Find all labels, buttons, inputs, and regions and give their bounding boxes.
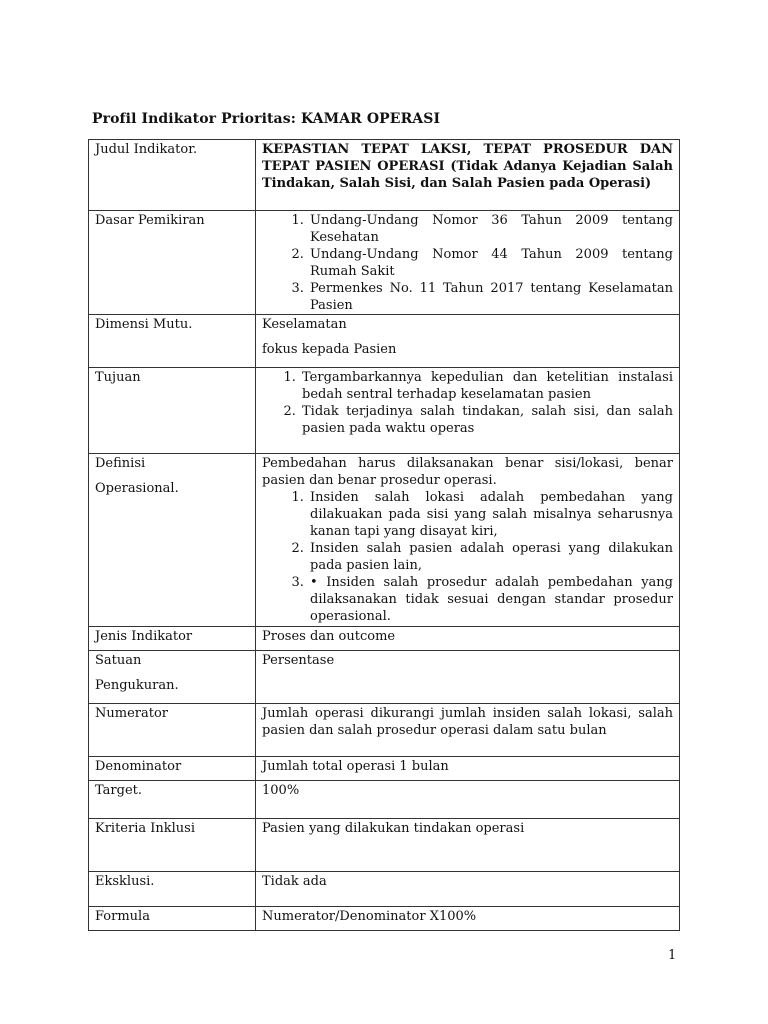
label-tujuan: Tujuan xyxy=(89,368,256,454)
label-eksklusi: Eksklusi. xyxy=(89,872,256,907)
list-item: 3. • Insiden salah prosedur adalah pembedahan yang dilaksanakan tidak sesuai dengan standar prosedur operasional. xyxy=(308,574,673,625)
row-kriteria-inklusi xyxy=(89,819,680,872)
definisi-intro: Pembedahan harus dilaksanakan benar sisi/lokasi, benar pasien dan benar prosedur operasi. xyxy=(262,456,673,488)
list-dasar-pemikiran xyxy=(262,212,673,314)
label-jenis-indikator: Jenis Indikator xyxy=(89,627,256,651)
value-denominator: Jumlah total operasi 1 bulan xyxy=(256,757,680,781)
list-item: 1. Insiden salah lokasi adalah pembedahan yang dilakuakan pada sisi yang salah misalnya seharusnya kanan tapi yang disayat kiri, xyxy=(308,489,673,540)
value-jenis-indikator: Proses dan outcome xyxy=(256,627,680,651)
list-tujuan xyxy=(262,369,673,437)
row-judul-indikator xyxy=(89,140,680,211)
value-target: 100% xyxy=(256,781,680,819)
page-number: 1 xyxy=(668,948,677,963)
row-satuan-pengukuran xyxy=(89,651,680,704)
row-definisi-operasional xyxy=(89,454,680,627)
value-satuan: Persentase xyxy=(256,651,680,704)
row-target xyxy=(89,781,680,819)
list-item: 1. Tergambarkannya kepedulian dan ketelitian instalasi bedah sentral terhadap keselamatan pasien xyxy=(300,369,673,403)
row-tujuan xyxy=(89,368,680,454)
page-title: Profil Indikator Prioritas: KAMAR OPERASI xyxy=(92,111,441,127)
label-numerator: Numerator xyxy=(89,704,256,757)
label-judul-indikator: Judul Indikator. xyxy=(89,140,256,211)
value-kriteria-inklusi: Pasien yang dilakukan tindakan operasi xyxy=(256,819,680,872)
value-eksklusi: Tidak ada xyxy=(256,872,680,907)
label-dasar-pemikiran: Dasar Pemikiran xyxy=(89,211,256,315)
value-judul-indikator: KEPASTIAN TEPAT LAKSI, TEPAT PROSEDUR DAN TEPAT PASIEN OPERASI (Tidak Adanya Kejadian Salah Tindakan, Salah Sisi, dan Salah Pasien pada Operasi) xyxy=(256,140,680,211)
value-dimensi-line2: fokus kepada Pasien xyxy=(262,342,397,357)
list-item: 3. Permenkes No. 11 Tahun 2017 tentang Keselamatan Pasien xyxy=(308,280,673,314)
label-kriteria-inklusi: Kriteria Inklusi xyxy=(89,819,256,872)
label-satuan: Satuan xyxy=(95,653,142,668)
list-item: 1. Undang-Undang Nomor 36 Tahun 2009 tentang Kesehatan xyxy=(308,212,673,246)
label-formula: Formula xyxy=(89,907,256,931)
list-definisi xyxy=(262,489,673,625)
list-item: 2. Tidak terjadinya salah tindakan, salah sisi, dan salah pasien pada waktu operas xyxy=(300,403,673,437)
label-pengukuran: Pengukuran. xyxy=(95,678,179,693)
label-denominator: Denominator xyxy=(89,757,256,781)
label-operasional: Operasional. xyxy=(95,481,179,496)
list-item: 2. Undang-Undang Nomor 44 Tahun 2009 tentang Rumah Sakit xyxy=(308,246,673,280)
row-eksklusi xyxy=(89,872,680,907)
value-dimensi-line1: Keselamatan xyxy=(262,317,347,332)
label-definisi: Definisi xyxy=(95,456,146,471)
row-numerator xyxy=(89,704,680,757)
row-dasar-pemikiran xyxy=(89,211,680,315)
row-formula xyxy=(89,907,680,931)
list-item: 2. Insiden salah pasien adalah operasi yang dilakukan pada pasien lain, xyxy=(308,540,673,574)
value-formula: Numerator/Denominator X100% xyxy=(256,907,680,931)
row-denominator xyxy=(89,757,680,781)
row-jenis-indikator xyxy=(89,627,680,651)
row-dimensi-mutu xyxy=(89,315,680,368)
value-numerator: Jumlah operasi dikurangi jumlah insiden salah lokasi, salah pasien dan salah prosedur operasi dalam satu bulan xyxy=(256,704,680,757)
label-dimensi-mutu: Dimensi Mutu. xyxy=(89,315,256,368)
label-target: Target. xyxy=(89,781,256,819)
indicator-profile-table xyxy=(88,139,680,931)
